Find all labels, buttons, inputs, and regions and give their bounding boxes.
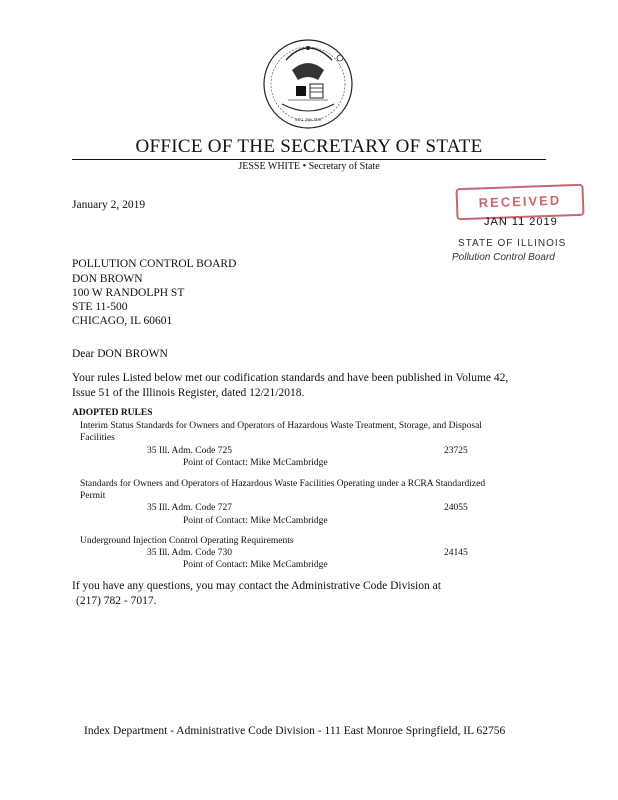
- rule-contact: Point of Contact: Mike McCambridge: [183, 516, 328, 526]
- address-line: DON BROWN: [72, 273, 143, 285]
- office-title: OFFICE OF THE SECRETARY OF STATE: [135, 136, 483, 157]
- rule-page: 24055: [444, 503, 468, 513]
- received-stamp-mark: RECEIVED: [455, 184, 584, 220]
- received-stamp: [448, 182, 586, 272]
- salutation: Dear DON BROWN: [72, 348, 168, 360]
- title-divider: [72, 159, 546, 160]
- rule-code: 35 Ill. Adm. Code 725: [147, 446, 232, 456]
- rule-title-cont: Permit: [80, 491, 106, 501]
- rules-heading: ADOPTED RULES: [72, 408, 153, 418]
- intro-line-1: Your rules Listed below met our codification standards and have been published in Volume 42,: [72, 372, 509, 384]
- address-line: POLLUTION CONTROL BOARD: [72, 258, 237, 270]
- svg-text:AUG. 26th 1818: AUG. 26th 1818: [294, 117, 322, 122]
- rule-title: Underground Injection Control Operating Requirements: [80, 536, 294, 546]
- rule-title: Interim Status Standards for Owners and Operators of Hazardous Waste Treatment, Storage, and Disposal: [80, 421, 482, 431]
- rule-contact: Point of Contact: Mike McCambridge: [183, 458, 328, 468]
- rule-title-cont: Facilities: [80, 433, 115, 443]
- received-stamp-date: JAN 11 2019: [484, 216, 558, 228]
- state-seal: [258, 30, 358, 132]
- rule-page: 23725: [444, 446, 468, 456]
- address-line: 100 W RANDOLPH ST: [72, 287, 185, 299]
- rule-code: 35 Ill. Adm. Code 727: [147, 503, 232, 513]
- rule-page: 24145: [444, 548, 468, 558]
- rule-title: Standards for Owners and Operators of Hazardous Waste Facilities Operating under a RCRA Standardized: [80, 479, 486, 489]
- address-line: CHICAGO, IL 60601: [72, 315, 173, 327]
- closing-line-1: If you have any questions, you may contact the Administrative Code Division at: [72, 580, 441, 592]
- secretary-subhead: JESSE WHITE • Secretary of State: [238, 161, 380, 172]
- letter-date: January 2, 2019: [72, 199, 146, 211]
- intro-line-2: Issue 51 of the Illinois Register, dated 12/21/2018.: [72, 387, 305, 399]
- rule-contact: Point of Contact: Mike McCambridge: [183, 560, 328, 570]
- address-line: STE 11-500: [72, 301, 128, 313]
- rule-code: 35 Ill. Adm. Code 730: [147, 548, 232, 558]
- received-stamp-line1: STATE OF ILLINOIS: [458, 238, 567, 249]
- footer-address: Index Department - Administrative Code Division - 111 East Monroe Springfield, IL 62756: [84, 725, 506, 737]
- closing-phone: (217) 782 - 7017.: [76, 595, 157, 607]
- received-stamp-line2: Pollution Control Board: [452, 252, 555, 263]
